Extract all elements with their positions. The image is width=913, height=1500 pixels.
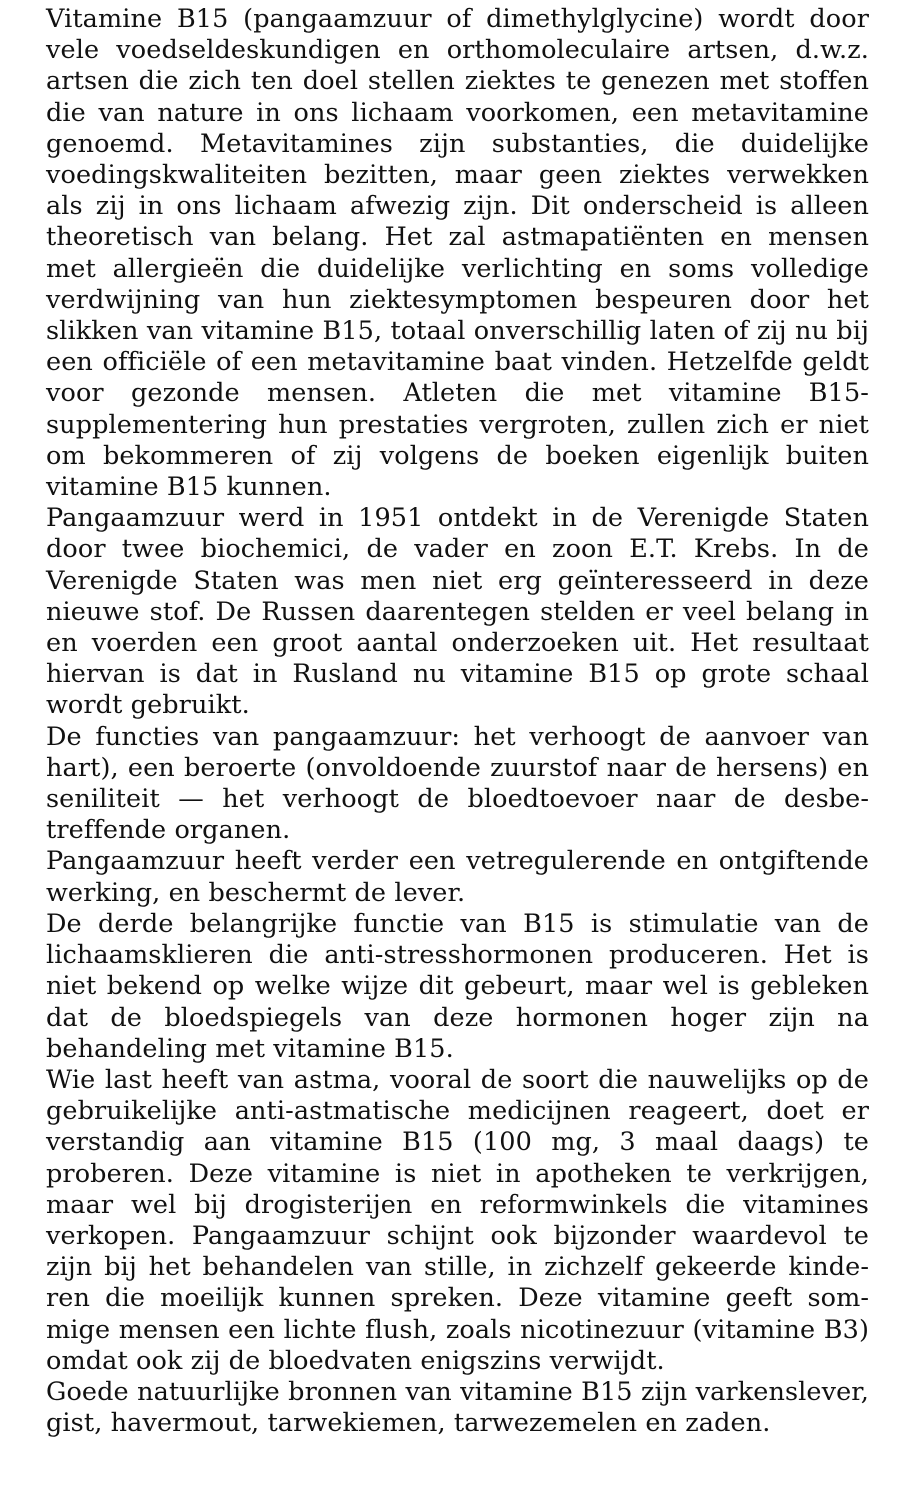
paragraph-natural-sources: Goede natuurlijke bronnen van vitamine B15 zijn varkenslever, gist, havermout, tarwekiemen, tarwezemelen en zaden. xyxy=(46,1376,869,1439)
paragraph-stress-hormones: De derde belangrijke functie van B15 is stimulatie van de lichaamsklieren die anti-stresshormonen produceren. Het is niet bekend op welke wijze dit gebeurt, maar wel is gebleken dat de bloedspiegels van deze hormonen hoger zijn na behandeling met vitamine B15. xyxy=(46,908,869,1064)
paragraph-vitamin-b15-intro: Vitamine B15 (pangaamzuur of dimethylglycine) wordt door vele voedseldeskundigen en orthomoleculaire artsen, d.w.z. artsen die zich ten doel stellen ziektes te genezen met stoffen die van nature in ons lichaam voorkomen, een metavitamine genoemd. Metavitamines zijn substanties, die duidelijke voedingskwaliteiten bezitten, maar geen ziektes verwekken als zij in ons lichaam afwezig zijn. Dit onderscheid is alleen theoretisch van belang. Het zal astmapatiënten en mensen met allergieën die duidelijke verlichting en soms volledige verdwijning van hun ziektesymptomen bespeuren door het slikken van vitamine B15, totaal onverschillig laten of zij nu bij een officiële of een metavitamine baat vinden. Hetzelfde geldt voor gezonde mensen. Atleten die met vitamine B15-supplementering hun prestaties vergroten, zullen zich er niet om bekommeren of zij volgens de boeken eigenlijk buiten vitamine B15 kunnen. xyxy=(46,4,869,503)
paragraph-liver-protection: Pangaamzuur heeft verder een vetregulerende en ontgiftende werking, en beschermt de lever. xyxy=(46,846,869,908)
paragraph-functions: De functies van pangaamzuur: het verhoogt de aanvoer van hart), een beroerte (onvoldoende zuurstof naar de hersens) en seniliteit — het verhoogt de bloedtoevoer naar de desbetreffende organen. xyxy=(46,721,869,846)
paragraph-discovery: Pangaamzuur werd in 1951 ontdekt in de Verenigde Staten door twee biochemici, de vader en zoon E.T. Krebs. In de Verenigde Staten was men niet erg geïnteresseerd in deze nieuwe stof. De Russen daarentegen stelden er veel belang in en voerden een groot aantal onderzoeken uit. Het resultaat hiervan is dat in Rusland nu vitamine B15 op grote schaal wordt gebruikt. xyxy=(46,503,869,721)
paragraph-asthma-use: Wie last heeft van astma, vooral de soort die nauwelijks op de gebruikelijke anti-astmatische medicijnen reageert, doet er verstandig aan vitamine B15 (100 mg, 3 maal daags) te proberen. Deze vitamine is niet in apotheken te verkrijgen, maar wel bij drogisterijen en reformwinkels die vitamines verkopen. Pangaamzuur schijnt ook bijzonder waardevol te zijn bij het behandelen van stille, in zichzelf gekeerde kinderen die moeilijk kunnen spreken. Deze vitamine geeft sommige mensen een lichte flush, zoals nicotinezuur (vitamine B3) omdat ook zij de bloedvaten enigszins verwijdt. xyxy=(46,1064,869,1376)
